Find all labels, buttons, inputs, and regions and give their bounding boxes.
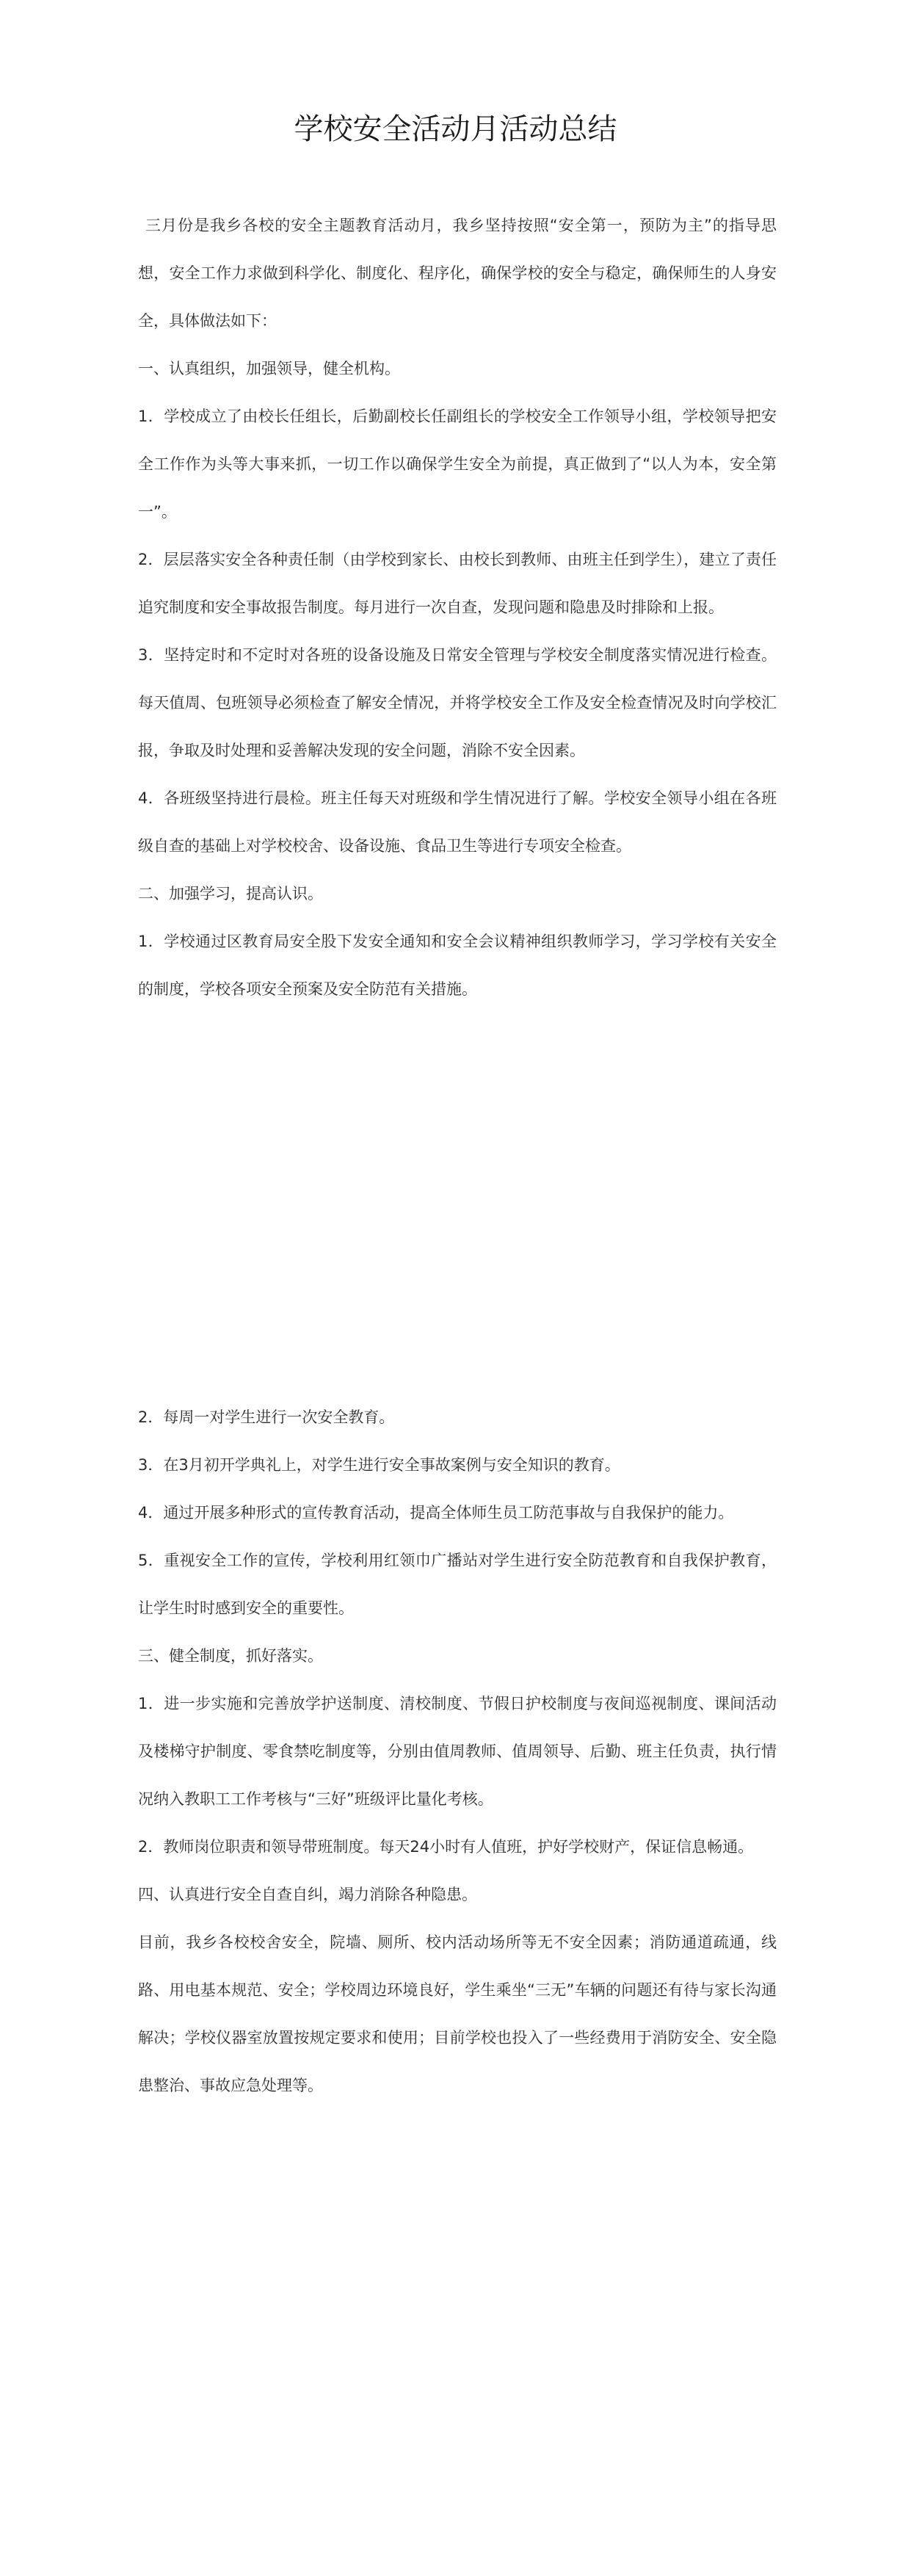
document-title: 学校安全活动月活动总结 [294,112,617,146]
paragraph: 目前，我乡各校校舍安全，院墙、厕所、校内活动场所等无不安全因素；消防通道疏通，线路、用电基本规范、安全；学校周边环境良好，学生乘坐“三无”车辆的问题还有待与家长沟通解决；学校仪器室放置按规定要求和使用；目前学校也投入了一些经费用于消防安全、安全隐患整治、事故应急处理等。 [138,1933,777,2094]
body-section-1 [138,202,777,1013]
paragraph: 2．每周一对学生进行一次安全教育。 [138,1408,395,1426]
paragraph: 2．教师岗位职责和领导带班制度。每天24小时有人值班，护好学校财产，保证信息畅通。 [138,1838,754,1856]
paragraph: 5．重视安全工作的宣传，学校利用红领巾广播站对学生进行安全防范教育和自我保护教育，让学生时时感到安全的重要性。 [138,1552,777,1617]
paragraph: 1．进一步实施和完善放学护送制度、清校制度、节假日护校制度与夜间巡视制度、课间活动及楼梯守护制度、零食禁吃制度等，分别由值周教师、值周领导、后勤、班主任负责，执行情况纳入教职工工作考核与“三好”班级评比量化考核。 [138,1695,777,1808]
intro-paragraph: 三月份是我乡各校的安全主题教育活动月，我乡坚持按照“安全第一，预防为主”的指导思想，安全工作力求做到科学化、制度化、程序化，确保学校的安全与稳定，确保师生的人身安全，具体做法如下： [138,217,777,330]
paragraph: 4．各班级坚持进行晨检。班主任每天对班级和学生情况进行了解。学校安全领导小组在各班级自查的基础上对学校校舍、设备设施、食品卫生等进行专项安全检查。 [138,789,777,855]
paragraph: 3．在3月初开学典礼上，对学生进行安全事故案例与安全知识的教育。 [138,1456,620,1474]
paragraph: 1．学校成立了由校长任组长，后勤副校长任副组长的学校安全工作领导小组，学校领导把安全工作作为头等大事来抓，一切工作以确保学生安全为前提，真正做到了“以人为本，安全第一”。 [138,408,777,521]
paragraph: 3．坚持定时和不定时对各班的设备设施及日常安全管理与学校安全制度落实情况进行检查。每天值周、包班领导必须检查了解安全情况，并将学校安全工作及安全检查情况及时向学校汇报，争取及时处理和妥善解决发现的安全问题，消除不安全因素。 [138,646,777,759]
section-heading-1: 一、认真组织，加强领导，健全机构。 [138,360,400,377]
paragraph: 4．通过开展多种形式的宣传教育活动，提高全体师生员工防范事故与自我保护的能力。 [138,1504,734,1522]
body-section-2 [138,1394,777,2110]
paragraph: 2．层层落实安全各种责任制（由学校到家长、由校长到教师、由班主任到学生），建立了责任追究制度和安全事故报告制度。每月进行一次自查，发现问题和隐患及时排除和上报。 [138,551,777,616]
section-heading-4: 四、认真进行安全自查自纠，竭力消除各种隐患。 [138,1886,477,1903]
paragraph: 1．学校通过区教育局安全股下发安全通知和安全会议精神组织教师学习，学习学校有关安全的制度，学校各项安全预案及安全防范有关措施。 [138,933,777,998]
section-heading-3: 三、健全制度，抓好落实。 [138,1647,323,1665]
section-heading-2: 二、加强学习，提高认识。 [138,885,323,902]
